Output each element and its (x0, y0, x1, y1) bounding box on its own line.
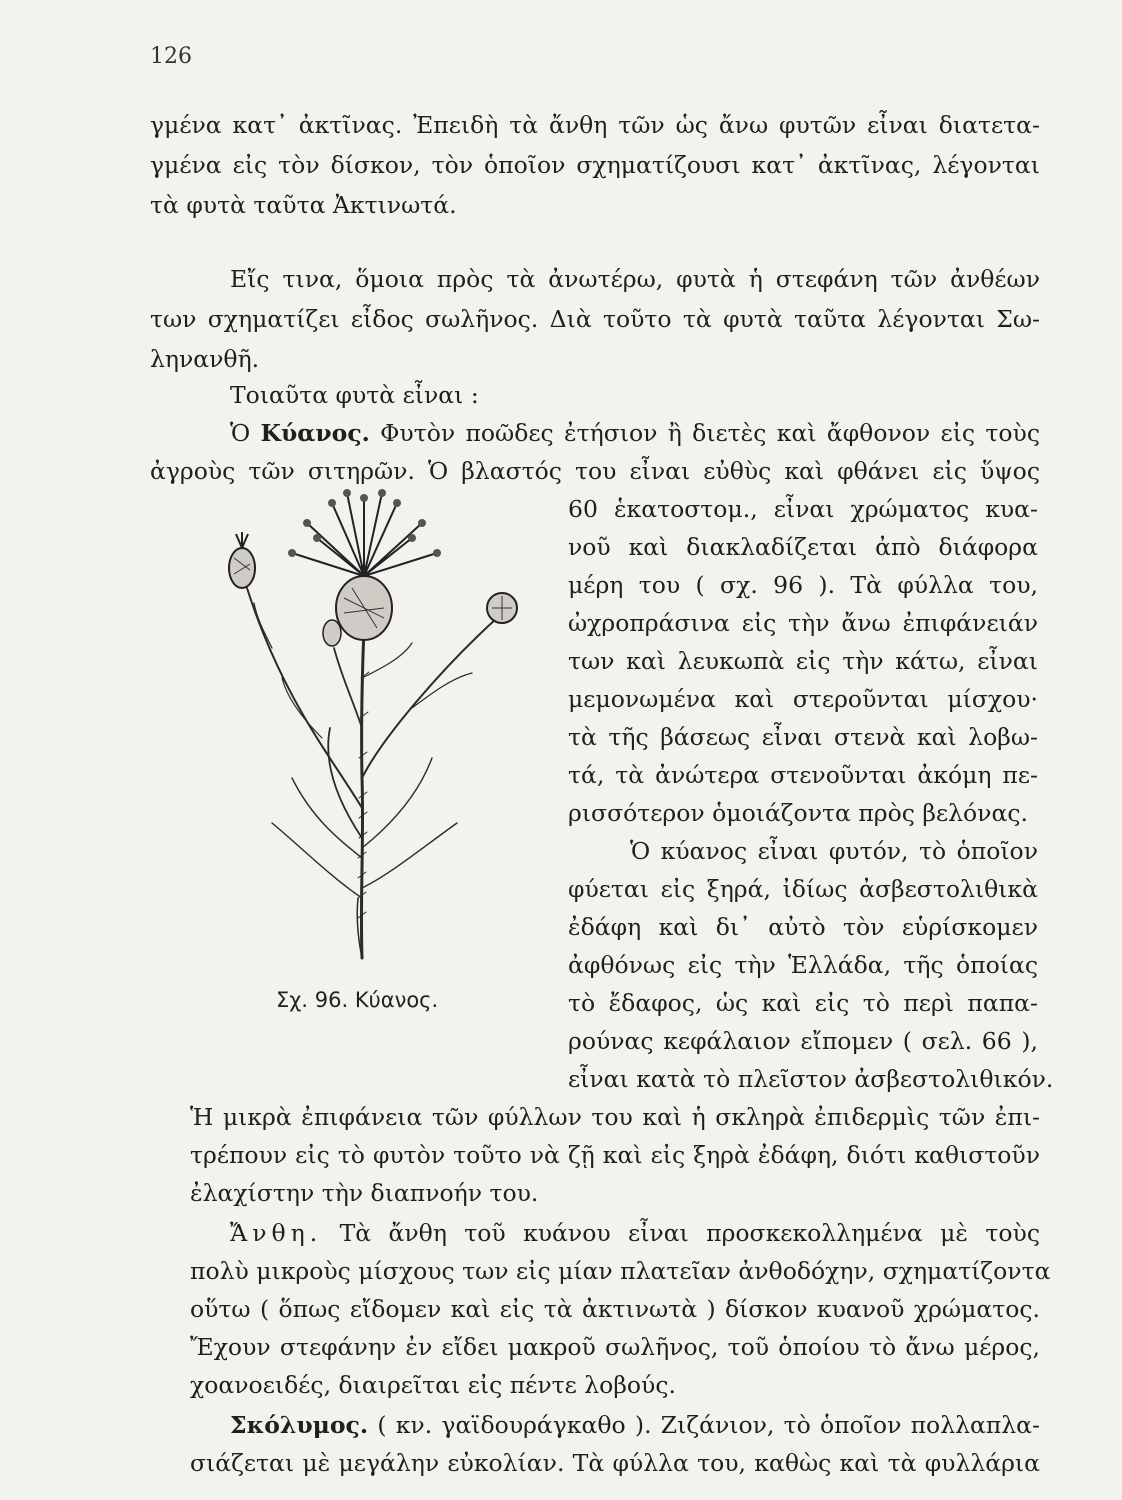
text-line: ἐλαχίστην τὴν διαπνοήν του. (190, 1179, 539, 1207)
text-line: χοανοειδές, διαιρεῖται εἰς πέντε λοβούς. (190, 1371, 676, 1399)
text-line: τά, τὰ ἀνώτερα στενοῦνται ἀκόμη πε- (568, 761, 1038, 789)
section-title-skolymos: Σκόλυμος. (230, 1411, 369, 1439)
text-line: σιάζεται μὲ μεγάλην εὐκολίαν. Τὰ φύλλα του, καθὼς καὶ τὰ φυλλάρια (190, 1449, 1040, 1477)
text-line: μέρη του ( σχ. 96 ). Τὰ φύλλα του, (568, 571, 1038, 599)
text-line: ἀγροὺς τῶν σιτηρῶν. Ὁ βλαστός του εἶναι εὐθὺς καὶ φθάνει εἰς ὕψος (150, 457, 1040, 485)
text-line: 60 ἑκατοστομ., εἶναι χρώματος κυα- (568, 495, 1038, 523)
text-line: ρισσότερον ὁμοιάζοντα πρὸς βελόνας. (568, 799, 1028, 827)
text-line: Ὁ κύανος εἶναι φυτόν, τὸ ὁποῖον (630, 837, 1038, 865)
kyanos-heading-line (230, 418, 1040, 448)
skolymos-heading-line (230, 1410, 1040, 1440)
text-line: γμένα κατ᾽ ἀκτῖνας. Ἐπειδὴ τὰ ἄνθη τῶν ὡς ἄνω φυτῶν εἶναι διατετα- (150, 111, 1040, 139)
text-line: ἐδάφη καὶ δι᾽ αὐτὸ τὸν εὑρίσκομεν (568, 913, 1038, 941)
text-line: ρούνας κεφάλαιον εἴπομεν ( σελ. 66 ), (568, 1027, 1038, 1055)
text-line: νοῦ καὶ διακλαδίζεται ἀπὸ διάφορα (568, 533, 1038, 561)
text-line: Εἴς τινα, ὅμοια πρὸς τὰ ἀνωτέρω, φυτὰ ἡ στεφάνη τῶν ἀνθέων (230, 265, 1040, 293)
text-line: Ἔχουν στεφάνην ἐν εἴδει μακροῦ σωλῆνος, τοῦ ὁποίου τὸ ἄνω μέρος, (190, 1333, 1040, 1361)
text-line: φύεται εἰς ξηρά, ἰδίως ἀσβεστολιθικὰ (568, 875, 1038, 903)
kyanos-lead: Ὁ (230, 419, 251, 447)
flowers-heading-line (230, 1218, 1040, 1248)
text-line: των καὶ λευκωπὰ εἰς τὴν κάτω, εἶναι (568, 647, 1038, 675)
text-line: γμένα εἰς τὸν δίσκον, τὸν ὁποῖον σχηματίζουσι κατ᾽ ἀκτῖνας, λέγονται (150, 151, 1040, 179)
text-line: ὠχροπράσινα εἰς τὴν ἄνω ἐπιφάνειάν (568, 609, 1038, 637)
text-line: ληνανθῆ. (150, 345, 260, 373)
text-line: τὰ τῆς βάσεως εἶναι στενὰ καὶ λοβω- (568, 723, 1038, 751)
text-line: εἶναι κατὰ τὸ πλεῖστον ἀσβεστολιθικόν. (568, 1065, 1054, 1093)
kyanos-line-rest: Φυτὸν ποῶδες ἐτήσιον ἢ διετὲς καὶ ἄφθονον εἰς τοὺς (380, 419, 1040, 447)
text-line: οὕτω ( ὅπως εἴδομεν καὶ εἰς τὰ ἀκτινωτὰ ) δίσκον κυανοῦ χρώματος. (190, 1295, 1040, 1323)
page-number: 126 (150, 44, 192, 69)
text-line: των σχηματίζει εἶδος σωλῆνος. Διὰ τοῦτο τὰ φυτὰ ταῦτα λέγονται Σω- (150, 305, 1040, 333)
text-line: τὸ ἔδαφος, ὡς καὶ εἰς τὸ περὶ παπα- (568, 989, 1038, 1017)
skolymos-line-rest: ( κν. γαϊδουράγκαθο ). Ζιζάνιον, τὸ ὁποῖον πολλαπλα- (377, 1411, 1040, 1439)
text-line: μεμονωμένα καὶ στεροῦνται μίσχου· (568, 685, 1038, 713)
cornflower-illustration (212, 478, 522, 978)
text-line: Ἡ μικρὰ ἐπιφάνεια τῶν φύλλων του καὶ ἡ σκληρὰ ἐπιδερμὶς τῶν ἐπι- (190, 1103, 1040, 1131)
section-title-kyanos: Κύανος. (260, 419, 370, 447)
text-line: ἀφθόνως εἰς τὴν Ἑλλάδα, τῆς ὁποίας (568, 951, 1038, 979)
text-line: πολὺ μικροὺς μίσχους των εἰς μίαν πλατεῖαν ἀνθοδόχην, σχηματίζοντα (190, 1257, 1051, 1285)
text-line: τρέπουν εἰς τὸ φυτὸν τοῦτο νὰ ζῇ καὶ εἰς ξηρὰ ἐδάφη, διότι καθιστοῦν (190, 1141, 1040, 1169)
text-line: Τοιαῦτα φυτὰ εἶναι : (230, 381, 479, 409)
figure-caption: Σχ. 96. Κύανος. (276, 988, 439, 1012)
flowers-line-rest: Τὰ ἄνθη τοῦ κυάνου εἶναι προσκεκολλημένα μὲ τοὺς (339, 1219, 1040, 1247)
text-line: τὰ φυτὰ ταῦτα Ἀκτινωτά. (150, 191, 457, 219)
section-title-flowers: Ἄνθη. (230, 1219, 323, 1247)
